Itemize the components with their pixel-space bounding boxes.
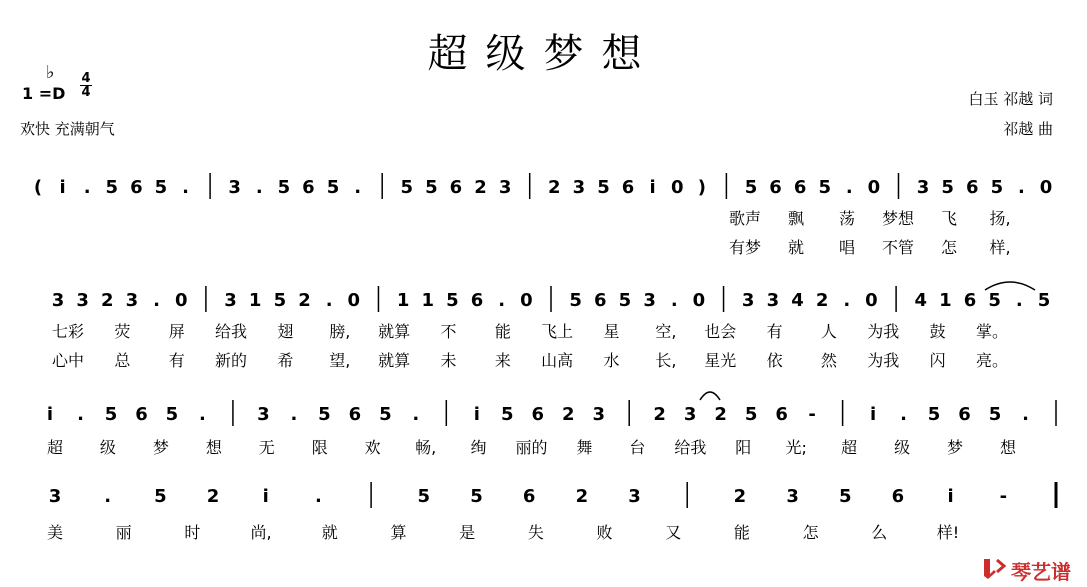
note: 5: [446, 290, 459, 311]
note: -: [999, 486, 1008, 507]
lyric-syllable: 新的: [215, 351, 248, 370]
note: .: [104, 486, 112, 507]
time-signature-bottom: 4: [81, 85, 91, 100]
note: 1: [396, 290, 410, 311]
note: 5: [941, 177, 954, 198]
lyric-syllable: 畅,: [415, 438, 437, 457]
note: 3: [916, 177, 930, 198]
lyric-syllable: 美: [46, 523, 64, 542]
lyric-syllable: 为我: [867, 322, 900, 341]
note: 6: [891, 486, 905, 507]
note: 5: [1037, 290, 1051, 311]
note: 2: [714, 404, 727, 425]
note: .: [354, 177, 362, 198]
lyric-syllable: 飞: [940, 209, 958, 228]
note: .: [670, 290, 678, 311]
note: 3: [228, 177, 241, 198]
note: 6: [522, 486, 536, 507]
note: .: [255, 177, 263, 198]
lyric-syllable: 样,: [989, 238, 1011, 257]
lyric-syllable: 山高: [541, 351, 574, 370]
lyric-syllable: 限: [311, 438, 328, 457]
note: i: [59, 177, 66, 198]
note: .: [845, 177, 853, 198]
note: 5: [104, 404, 118, 425]
note: 0: [670, 177, 684, 198]
note: (: [33, 177, 43, 198]
note: 0: [867, 177, 881, 198]
note: 2: [733, 486, 747, 507]
lyric-syllable: 丽的: [515, 438, 548, 457]
lyric-syllable: 望,: [329, 351, 351, 370]
time-signature-top: 4: [81, 71, 91, 86]
lyric-syllable: 不: [440, 322, 457, 341]
note: 6: [775, 404, 788, 425]
note: i: [46, 404, 54, 425]
note: 0: [520, 290, 533, 311]
lyric-syllable: 给我: [674, 438, 707, 457]
note: .: [290, 404, 298, 425]
note: 5: [318, 404, 331, 425]
lyric-syllable: 想: [205, 438, 222, 457]
note: .: [1017, 177, 1025, 198]
note: 5: [744, 404, 758, 425]
lyric-syllable: 样!: [936, 523, 960, 542]
lyric-syllable: 心中: [51, 351, 85, 370]
lyric-syllable: 然: [820, 351, 837, 370]
note: 5: [273, 290, 287, 311]
note: .: [77, 404, 84, 425]
note: .: [182, 177, 189, 198]
note: 5: [744, 177, 758, 198]
note: 5: [379, 404, 392, 425]
lyric-syllable: 水: [603, 351, 620, 370]
lyric-syllable: 尚,: [250, 523, 272, 542]
note: 0: [692, 290, 706, 311]
note: i: [262, 486, 269, 507]
lyric-syllable: 鼓: [929, 322, 946, 341]
note: 6: [135, 404, 148, 425]
watermark-logo-icon: [981, 556, 1007, 580]
note: 3: [257, 404, 270, 425]
note: i: [649, 177, 656, 198]
note: 3: [683, 404, 697, 425]
lyric-syllable: 荧: [114, 322, 131, 341]
note: 2: [653, 404, 666, 425]
note: 3: [125, 290, 139, 311]
lyric-syllable: 时: [184, 523, 201, 542]
lyric-syllable: 级: [99, 438, 116, 457]
lyric-syllable: 阳: [735, 438, 752, 457]
note: 1: [421, 290, 435, 311]
lyric-syllable: 超: [841, 438, 858, 457]
lyric-syllable: 丽: [115, 523, 132, 542]
note: 5: [990, 177, 1004, 198]
note: 5: [400, 177, 414, 198]
note: 6: [470, 290, 484, 311]
lyric-syllable: 来: [494, 351, 511, 370]
note: 5: [470, 486, 483, 507]
note: 5: [326, 177, 340, 198]
note: .: [83, 177, 91, 198]
note: 0: [1039, 177, 1053, 198]
lyric-syllable: 亮。: [975, 351, 1009, 370]
note: .: [153, 290, 161, 311]
note: 3: [628, 486, 641, 507]
note: 5: [501, 404, 514, 425]
note: 0: [347, 290, 361, 311]
note: 6: [621, 177, 635, 198]
note: 2: [548, 177, 561, 198]
lyric-syllable: 超: [46, 438, 64, 457]
note: 3: [741, 290, 755, 311]
note: 6: [963, 290, 977, 311]
note: i: [473, 404, 480, 425]
tempo-marking: 欢快 充满朝气: [20, 120, 115, 138]
note: 3: [766, 290, 780, 311]
lyric-syllable: 就算: [378, 322, 411, 341]
lyric-syllable: 也会: [704, 322, 737, 341]
lyric-syllable: 唱: [838, 238, 856, 257]
lyric-syllable: 么: [871, 523, 888, 542]
lyric-syllable: 七彩: [51, 322, 85, 341]
lyric-syllable: 未: [440, 351, 457, 370]
note: .: [199, 404, 206, 425]
lyric-syllable: 光;: [785, 438, 807, 457]
note: 6: [449, 177, 463, 198]
lyric-syllable: 绚: [470, 438, 487, 457]
note: 5: [988, 404, 1002, 425]
note: 0: [865, 290, 878, 311]
note: .: [314, 486, 322, 507]
note: 6: [531, 404, 545, 425]
lyric-syllable: 欢: [364, 438, 381, 457]
lyricist-credit: 白玉 祁越 词: [968, 90, 1053, 108]
note: 5: [618, 290, 632, 311]
lyric-syllable: 算: [390, 523, 407, 542]
note: 2: [561, 404, 575, 425]
key-signature: 1 =D: [22, 84, 66, 103]
note: .: [843, 290, 851, 311]
note: 5: [988, 290, 1001, 311]
note: 3: [48, 486, 62, 507]
lyric-syllable: 为我: [867, 351, 900, 370]
note: 4: [791, 290, 804, 311]
lyric-syllable: 想: [999, 438, 1017, 457]
note: 3: [592, 404, 605, 425]
note: 5: [105, 177, 119, 198]
note: 3: [643, 290, 656, 311]
lyric-syllable: 屏: [168, 322, 185, 341]
lyric-syllable: 能: [494, 322, 511, 341]
lyric-syllable: 总: [114, 351, 131, 370]
note: 2: [815, 290, 829, 311]
lyric-syllable: 荡: [838, 209, 856, 228]
note: 3: [51, 290, 65, 311]
note: 3: [224, 290, 237, 311]
note: .: [900, 404, 907, 425]
lyric-syllable: 舞: [576, 438, 593, 457]
note: 2: [101, 290, 114, 311]
note: 5: [569, 290, 582, 311]
note: .: [412, 404, 420, 425]
lyric-syllable: 能: [733, 523, 750, 542]
lyric-syllable: 梦想: [881, 209, 915, 228]
note: 2: [298, 290, 311, 311]
note: 1: [248, 290, 262, 311]
lyric-syllable: 怎: [802, 523, 819, 542]
note: 2: [474, 177, 487, 198]
note: 5: [154, 486, 167, 507]
lyric-syllable: 梦: [947, 438, 964, 457]
note: 6: [130, 177, 143, 198]
note: i: [870, 404, 877, 425]
lyric-syllable: 有梦: [728, 238, 762, 257]
note: 2: [575, 486, 589, 507]
note: 4: [914, 290, 928, 311]
lyric-syllable: 不管: [881, 238, 915, 257]
lyric-syllable: 给我: [215, 322, 248, 341]
lyric-syllable: 有: [766, 322, 783, 341]
note: 1: [939, 290, 952, 311]
note: 2: [206, 486, 220, 507]
lyric-syllable: 星: [603, 322, 620, 341]
lyric-syllable: 飘: [787, 209, 805, 228]
note: 5: [818, 177, 831, 198]
note: i: [947, 486, 954, 507]
lyric-syllable: 又: [665, 523, 682, 542]
note: .: [1015, 290, 1023, 311]
lyric-syllable: 有: [168, 351, 185, 370]
lyric-syllable: 星光: [704, 351, 737, 370]
note: 5: [838, 486, 852, 507]
note: .: [498, 290, 506, 311]
lyric-syllable: 失: [527, 523, 544, 542]
lyric-syllable: 飞上: [541, 322, 574, 341]
lyric-syllable: 扬,: [989, 209, 1011, 228]
lyric-syllable: 台: [629, 438, 646, 457]
note: .: [325, 290, 333, 311]
note: 6: [594, 290, 607, 311]
note: 6: [793, 177, 807, 198]
lyric-syllable: 希: [277, 351, 294, 370]
lyric-syllable: 依: [766, 351, 783, 370]
note: 5: [425, 177, 438, 198]
lyric-syllable: 翅: [277, 322, 294, 341]
note: .: [1022, 404, 1029, 425]
lyric-syllable: 就: [787, 238, 805, 257]
note: 5: [417, 486, 431, 507]
note: 5: [165, 404, 179, 425]
note: 6: [958, 404, 971, 425]
note: 6: [769, 177, 782, 198]
note: 3: [572, 177, 586, 198]
lyric-syllable: 就算: [378, 351, 411, 370]
lyric-syllable: 膀,: [329, 322, 351, 341]
lyric-syllable: 就: [321, 523, 338, 542]
watermark-text: 琴艺谱: [1011, 560, 1071, 584]
lyric-syllable: 无: [258, 438, 275, 457]
note: 0: [174, 290, 188, 311]
lyric-syllable: 歌声: [728, 209, 762, 228]
note: 5: [597, 177, 610, 198]
lyric-syllable: 人: [820, 322, 837, 341]
note: 3: [76, 290, 89, 311]
note: 5: [277, 177, 291, 198]
note: 6: [965, 177, 979, 198]
lyric-syllable: 败: [596, 523, 613, 542]
note: 3: [498, 177, 512, 198]
note: 3: [786, 486, 799, 507]
composer-credit: 祁越 曲: [1003, 120, 1053, 138]
note: -: [808, 404, 816, 425]
note: 5: [927, 404, 941, 425]
note: 6: [302, 177, 315, 198]
lyric-syllable: 长,: [655, 351, 677, 370]
slur-arc: [700, 392, 720, 400]
lyric-syllable: 空,: [655, 322, 677, 341]
song-title: 超级梦想: [427, 31, 660, 77]
lyric-syllable: 梦: [152, 438, 169, 457]
note: ): [697, 177, 706, 198]
lyric-syllable: 是: [459, 523, 476, 542]
lyric-syllable: 怎: [940, 238, 958, 257]
lyric-syllable: 级: [894, 438, 911, 457]
lyric-syllable: 掌。: [975, 322, 1009, 341]
flat-sign: ♭: [46, 62, 55, 83]
note: 6: [348, 404, 362, 425]
slur-arc: [985, 282, 1035, 290]
lyric-syllable: 闪: [929, 351, 946, 370]
note: 5: [154, 177, 168, 198]
